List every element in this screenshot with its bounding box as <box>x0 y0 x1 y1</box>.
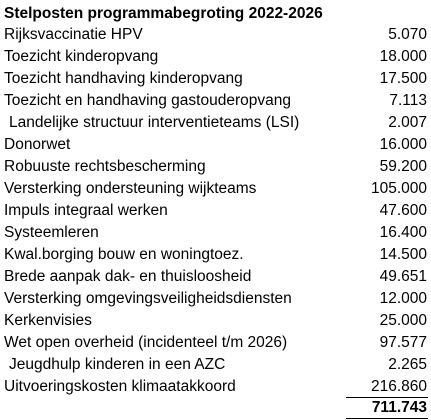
row-value: 16.400 <box>379 224 427 241</box>
row-value: 12.000 <box>379 290 427 307</box>
table-row <box>0 332 431 354</box>
table-row <box>0 178 431 200</box>
table-row <box>0 244 431 266</box>
table-row <box>0 112 431 134</box>
table-row <box>0 24 431 46</box>
row-label: Donorwet <box>4 136 71 153</box>
row-label: Systeemleren <box>4 224 99 241</box>
row-value: 97.577 <box>379 334 427 351</box>
row-label: Toezicht kinderopvang <box>4 48 159 65</box>
row-label: Wet open overheid (incidenteel t/m 2026) <box>4 334 288 351</box>
table-row <box>0 134 431 156</box>
row-label: Brede aanpak dak- en thuisloosheid <box>4 268 252 285</box>
row-label: Uitvoeringskosten klimaatakkoord <box>4 378 236 395</box>
table-row <box>0 68 431 90</box>
row-label: Kwal.borging bouw en woningtoez. <box>4 246 244 263</box>
table-row <box>0 200 431 222</box>
row-value: 105.000 <box>370 180 427 197</box>
row-value: 25.000 <box>379 312 427 329</box>
row-value: 2.007 <box>388 114 427 131</box>
row-value: 2.265 <box>388 356 427 373</box>
row-value: 18.000 <box>379 48 427 65</box>
row-label: Landelijke structuur interventieteams (LSI) <box>9 114 300 131</box>
table-row <box>0 310 431 332</box>
table-row <box>0 288 431 310</box>
row-label: Toezicht en handhaving gastouderopvang <box>4 92 291 109</box>
row-value: 59.200 <box>379 158 427 175</box>
row-label: Versterking omgevingsveiligheidsdiensten <box>4 290 292 307</box>
row-value: 17.500 <box>379 70 427 87</box>
table-row <box>0 354 431 376</box>
row-label: Toezicht handhaving kinderopvang <box>4 70 243 87</box>
row-value: 16.000 <box>379 136 427 153</box>
table-row <box>0 222 431 244</box>
row-value: 49.651 <box>379 268 427 285</box>
table-rows <box>0 24 431 398</box>
table-row <box>0 90 431 112</box>
table-row <box>0 376 431 398</box>
row-label: Kerkenvisies <box>4 312 92 329</box>
row-label: Rijksvaccinatie HPV <box>4 26 143 43</box>
row-label: Impuls integraal werken <box>4 202 168 219</box>
table-row <box>0 46 431 68</box>
row-value: 216.860 <box>370 378 427 395</box>
table-row <box>0 266 431 288</box>
total-value: 711.743 <box>371 399 427 416</box>
row-label: Jeugdhulp kinderen in een AZC <box>9 356 226 373</box>
row-label: Robuuste rechtsbescherming <box>4 158 206 175</box>
row-value: 5.070 <box>388 26 427 43</box>
table-title: Stelposten programmabegroting 2022-2026 <box>4 5 323 22</box>
table-row <box>0 156 431 178</box>
row-value: 47.600 <box>379 202 427 219</box>
total-bottom-border <box>346 418 428 419</box>
row-label: Versterking ondersteuning wijkteams <box>4 180 257 197</box>
row-value: 14.500 <box>379 246 427 263</box>
row-value: 7.113 <box>389 92 427 109</box>
